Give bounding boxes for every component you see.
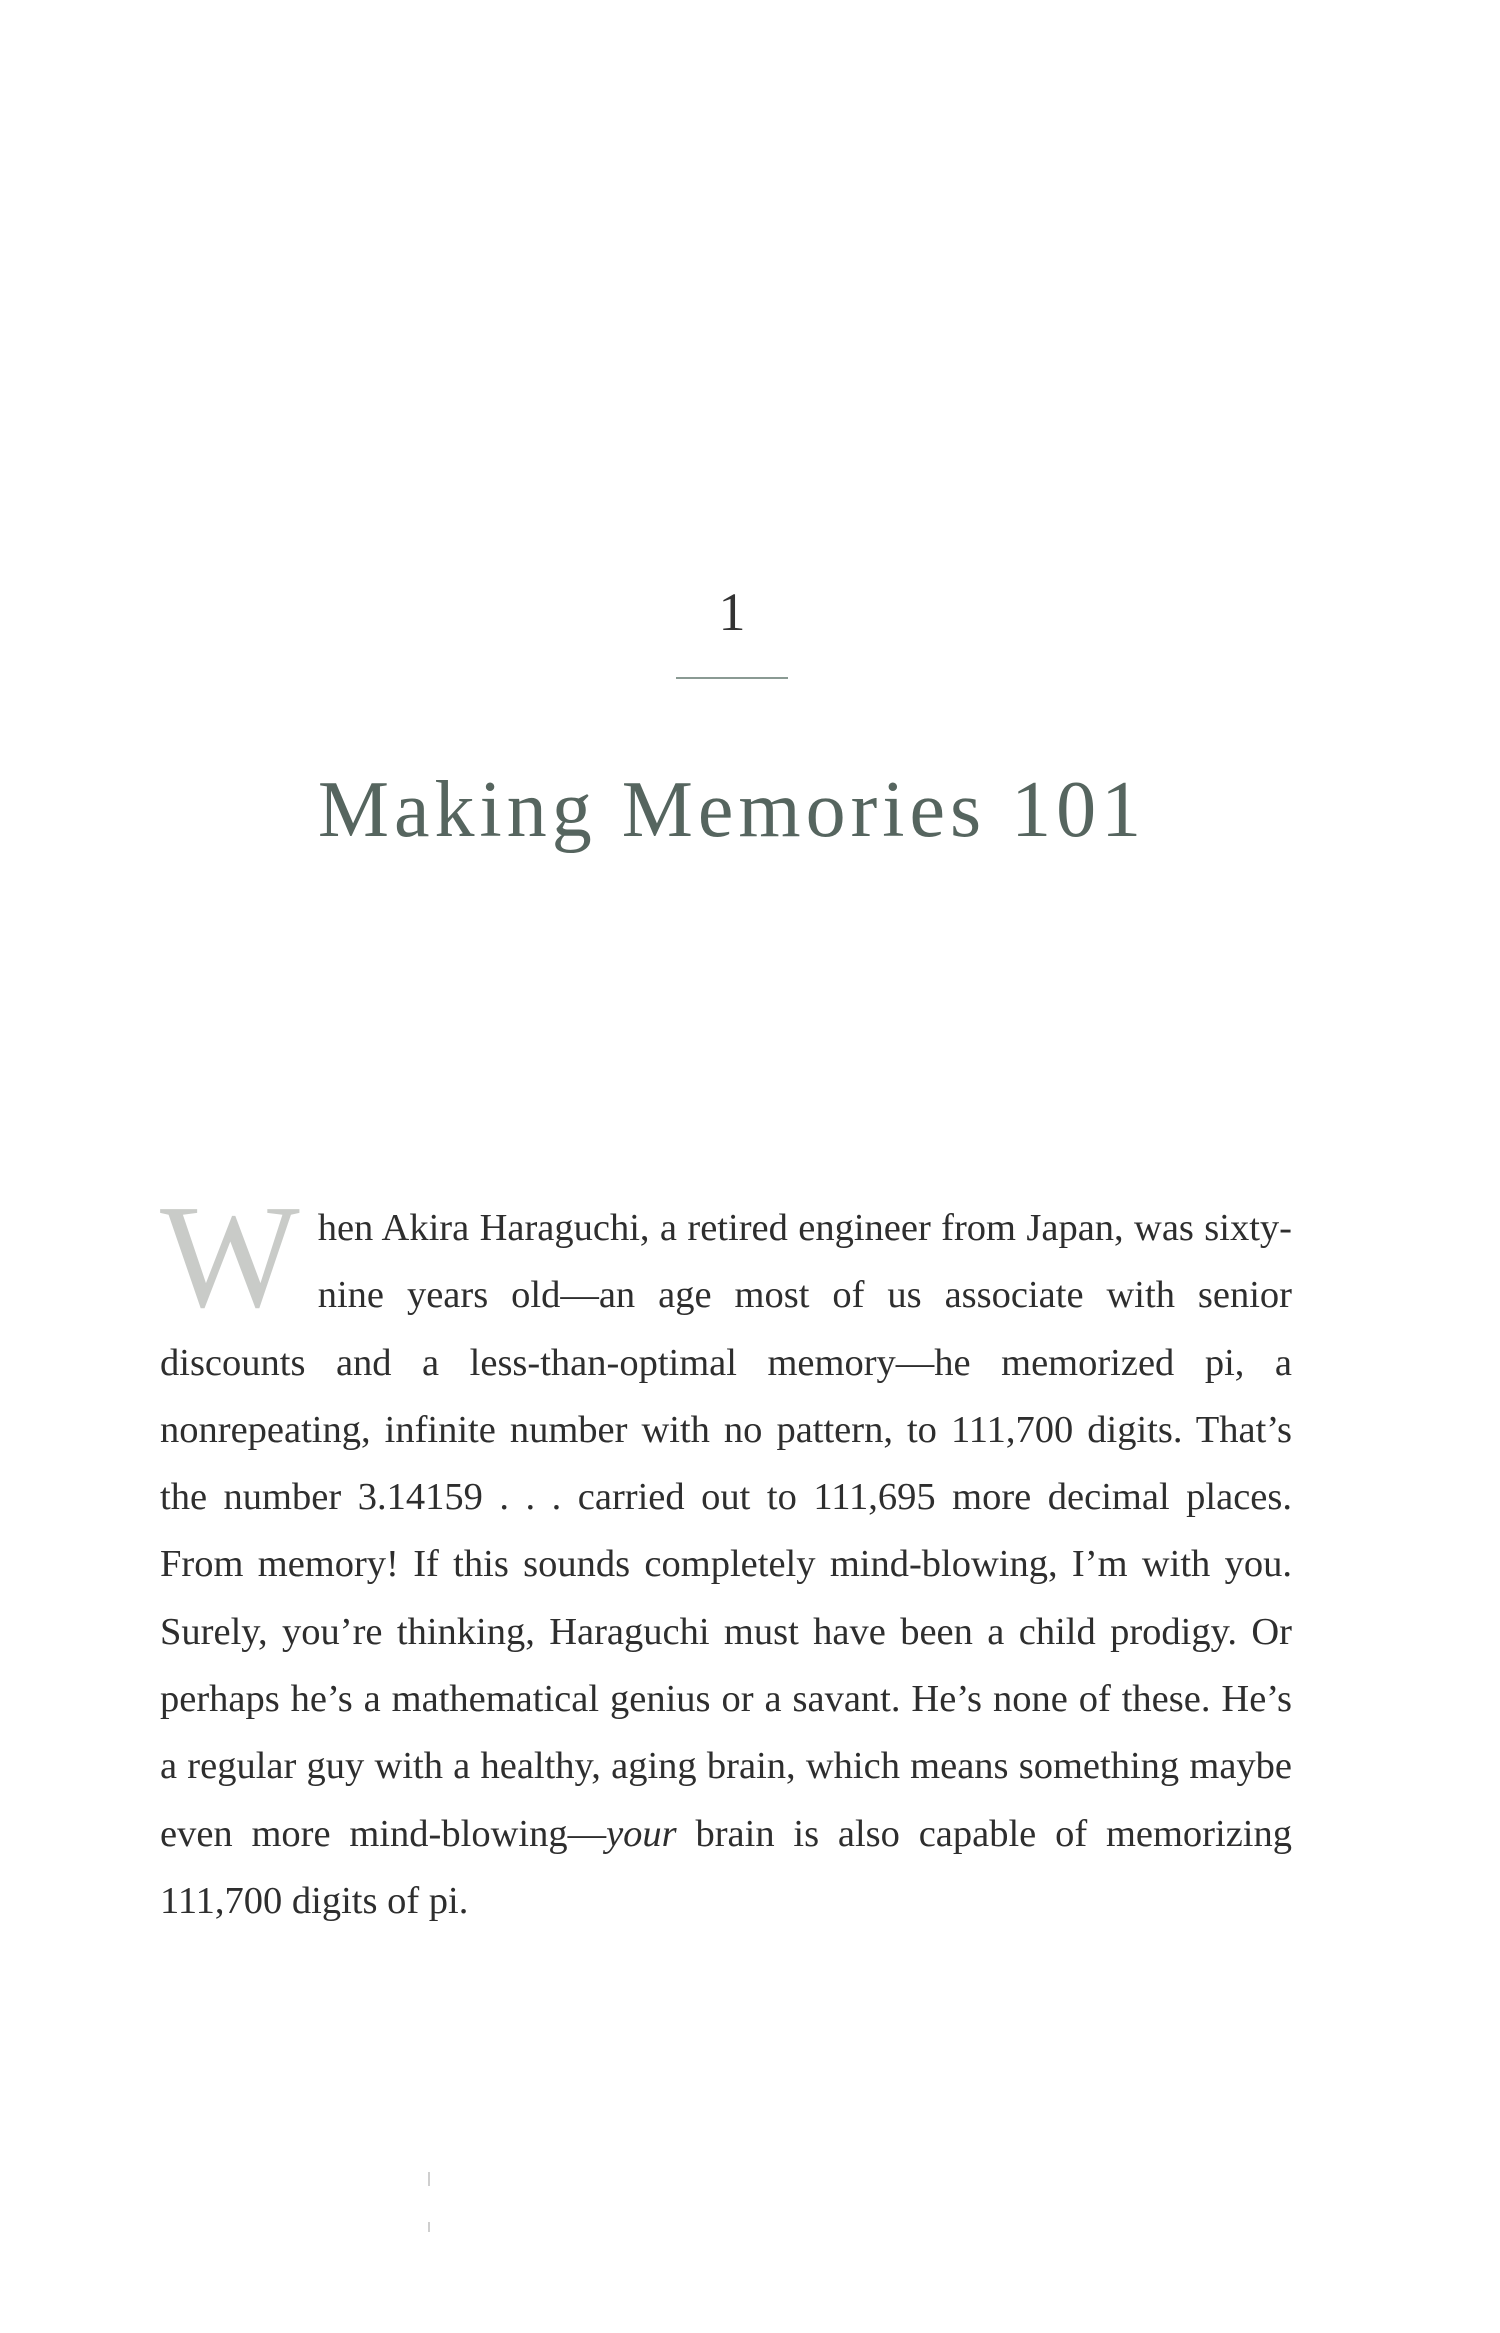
body-paragraph	[160, 1175, 1292, 1935]
body-text-part-2: brain is also capable of memorizing 111,700 digits of pi.	[160, 1812, 1292, 1922]
body-emphasis: your	[606, 1812, 677, 1855]
body-text-part-1: hen Akira Haraguchi, a retired engineer from Japan, was sixty-nine years old—an age most of us associate with senior discounts and a less-than-optimal memory—he memorized pi, a nonrepeating, infinite number with no pattern, to 111,700 digits. That’s the number 3.14159 . . . carried out to 111,695 more decimal places. From memory! If this sounds completely mind-blowing, I’m with you. Surely, you’re thinking, Haraguchi must have been a child prodigy. Or perhaps he’s a mathematical genius or a savant. He’s none of these. He’s a regular guy with a healthy, aging brain, which means something maybe even more mind-blowing—	[160, 1207, 1292, 1855]
chapter-number: 1	[718, 582, 746, 642]
scan-speck	[428, 2172, 430, 2186]
chapter-divider	[676, 677, 788, 679]
drop-cap: W	[160, 1175, 300, 1339]
chapter-title: Making Memories 101	[317, 766, 1147, 854]
scan-speck	[428, 2222, 430, 2232]
